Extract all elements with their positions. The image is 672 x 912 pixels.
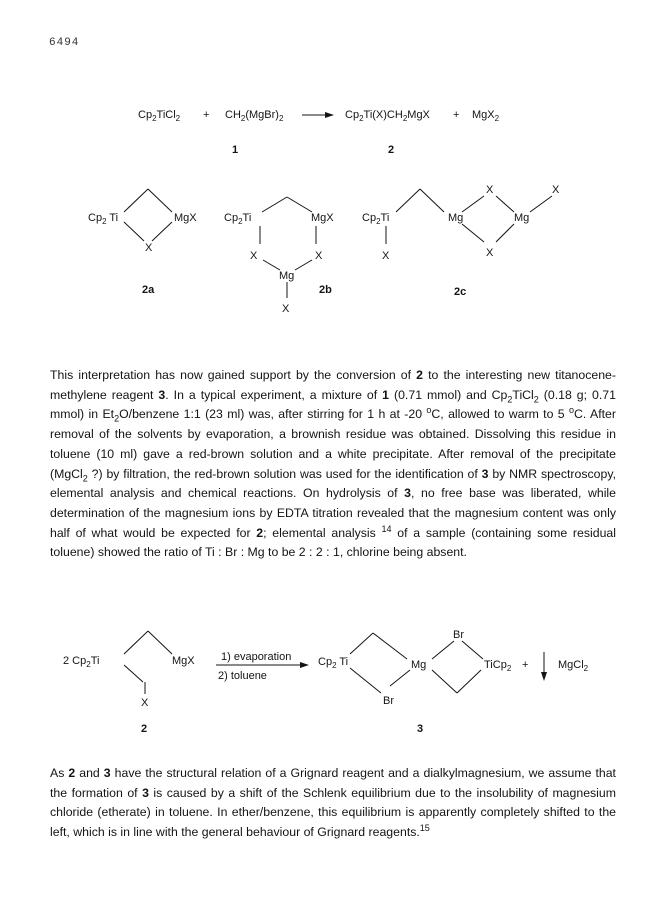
2b-cp2ti: $Cp_2Ti$ xyxy=(224,212,252,226)
2b-x-right: X xyxy=(315,250,323,262)
structure-2a xyxy=(124,189,172,241)
product3-cp2ti: $Cp_2$ Ti xyxy=(318,656,349,670)
2c-x-top: X xyxy=(486,184,494,196)
2b-mg: Mg xyxy=(279,270,295,282)
2c-x-bottom: X xyxy=(486,247,494,259)
2a-cp2ti: $Cp_2$ Ti xyxy=(88,212,119,226)
condition-evaporation: 1) evaporation xyxy=(221,651,292,663)
2c-mg-left: Mg xyxy=(448,212,464,224)
eq1-plus-1: + xyxy=(203,109,210,121)
product3-br-top: Br xyxy=(453,629,464,641)
compound-label-2-scheme: 2 xyxy=(141,723,148,735)
eq1-arrow-head xyxy=(325,112,334,118)
product3-ticp2: TiCp$_2$ xyxy=(484,659,512,673)
2c-x-ti: X xyxy=(382,250,390,262)
precipitate-arrow-head xyxy=(541,672,547,681)
eq1-product-cp2tixch2mgx: $Cp_2Ti(X)CH_2MgX$ xyxy=(345,109,430,123)
2a-mgx: MgX xyxy=(174,212,197,224)
eq1-product-mgx2: MgX$_2$ xyxy=(472,109,500,123)
compound-label-1: 1 xyxy=(232,144,239,156)
2b-x-bottom: X xyxy=(282,303,290,315)
2b-mgx: MgX xyxy=(311,212,334,224)
structure-2b xyxy=(260,197,316,298)
scheme2-2cp2ti: 2 $Cp_2Ti$ xyxy=(63,655,100,669)
scheme2-mgx: MgX xyxy=(172,655,195,667)
product-mgcl2: MgCl$_2$ xyxy=(558,659,589,673)
scheme2-reactant-2 xyxy=(124,631,172,694)
page-number: 6494 xyxy=(49,37,80,49)
product3-mg: Mg xyxy=(411,659,427,671)
compound-label-2c: 2c xyxy=(454,286,467,298)
compound-label-2a: 2a xyxy=(142,284,155,296)
condition-toluene: 2) toluene xyxy=(218,670,267,682)
2b-x-left: X xyxy=(250,250,258,262)
product3-br-bottom: Br xyxy=(383,695,394,707)
compound-label-3: 3 xyxy=(417,723,424,735)
scheme2-arrow-head xyxy=(300,662,309,668)
body-paragraph-2: As 2 and 3 have the structural relation of a Grignard reagent and a dialkylmagnesium, we assume that the formation of 3 is caused by a shift of the Schlenk equilibrium due to the insolubility of magnesium chloride (etherate) in toluene. In ether/benzene, this equilibrium is apparently completely shifted to the left, which is in line with the general behaviour of Grignard reagents.$^{15}$ xyxy=(50,766,616,840)
eq1-reactant-cp2ticl2: $Cp_2TiCl_2$ xyxy=(138,109,181,123)
body-paragraph-1: This interpretation has now gained support by the conversion of 2 to the interesting new titanocene-methylene reagent 3. In a typical experiment, a mixture of 1 (0.71 mmol) and $Cp_2TiCl_2$ (0.18 g; 0.71 mmol) in $Et_2O$/benzene 1:1 (23 ml) was, after stirring for 1 h at -20 $^o$C, allowed to warm to 5 $^o$C. After removal of the solvents by evaporation, a brownish residue was obtained. Dissolving this residue in toluene (10 ml) gave a red-brown solution and a white precipitate. After removal of the precipitate (MgCl$_2$ ?) by filtration, the red-brown solution was used for the identification of 3 by NMR spectroscopy, elemental analysis and chemical reactions. On hydrolysis of 3, no free base was liberated, while determination of the magnesium ions by EDTA titration revealed that the magnesium content was only half of what would be expected for 2; elemental analysis $^{14}$ of a sample (containing some residual toluene) showed the ratio of Ti : Br : Mg to be 2 : 2 : 1, chlorine being absent. xyxy=(50,368,616,560)
scheme2-x: X xyxy=(141,697,149,709)
2c-cp2ti: $Cp_2Ti$ xyxy=(362,212,390,226)
compound-label-2: 2 xyxy=(388,144,395,156)
2a-x: X xyxy=(145,242,153,254)
compound-label-2b: 2b xyxy=(319,284,332,296)
scheme2-plus: + xyxy=(522,659,529,671)
equation-1 xyxy=(138,109,500,156)
eq1-reactant-ch2mgbr2: $CH_2(MgBr)_2$ xyxy=(225,109,284,123)
2c-mg-right: Mg xyxy=(514,212,530,224)
2c-x-terminal: X xyxy=(552,184,560,196)
eq1-plus-2: + xyxy=(453,109,460,121)
